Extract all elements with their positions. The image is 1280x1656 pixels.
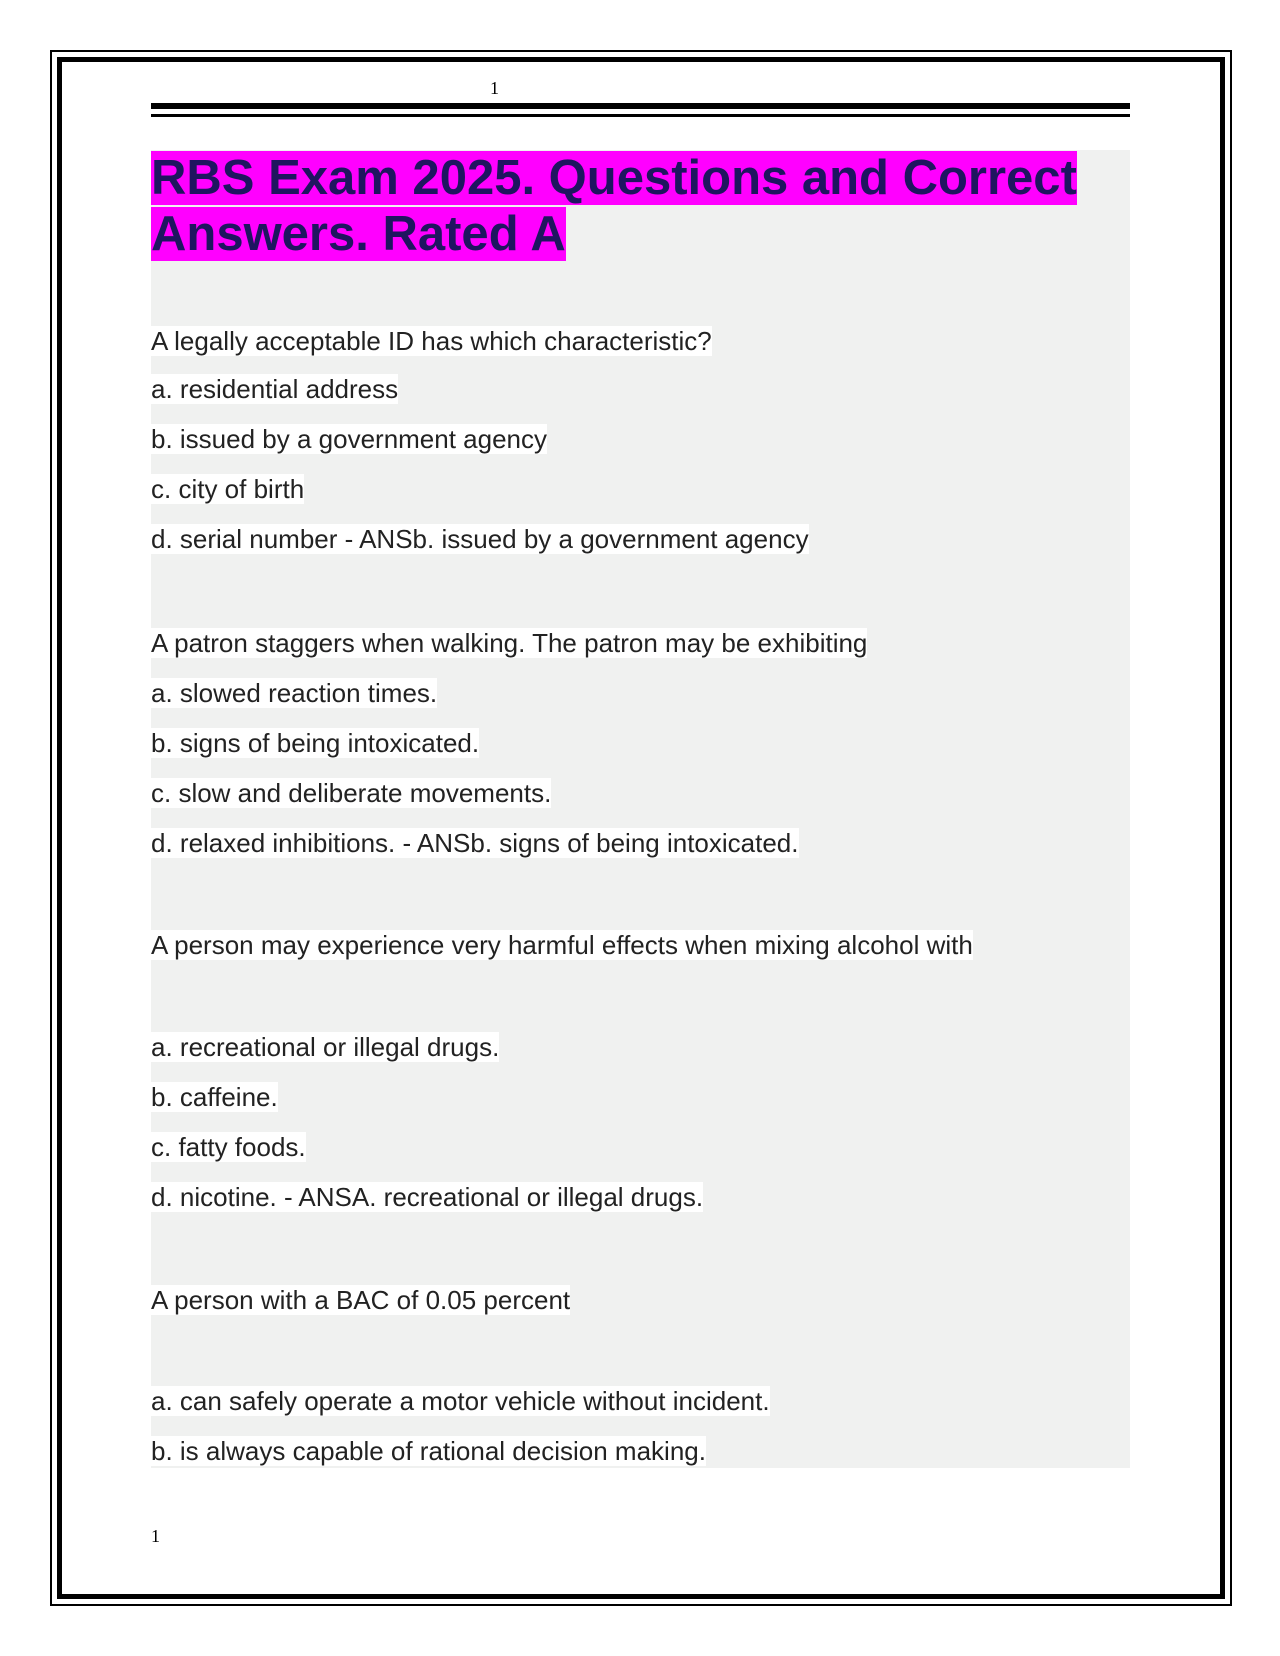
document-title-text: RBS Exam 2025. Questions and Correct Answers. Rated A [151,151,1077,261]
footer-page-number: 1 [151,1526,160,1546]
question-2-option-d: d. relaxed inhibitions. - ANSb. signs of being intoxicated. [151,828,799,858]
header-page-number: 1 [490,78,499,98]
question-3-option-d: d. nicotine. - ANSA. recreational or illegal drugs. [151,1182,704,1212]
question-2-prompt: A patron staggers when walking. The patron may be exhibiting [151,628,868,658]
header-rule-thick [151,103,1130,109]
question-3-prompt: A person may experience very harmful effects when mixing alcohol with [151,930,973,960]
question-4-option-b: b. is always capable of rational decision making. [151,1436,706,1466]
question-1-prompt: A legally acceptable ID has which characteristic? [151,326,712,356]
question-4-prompt: A person with a BAC of 0.05 percent [151,1285,571,1315]
question-3-option-c: c. fatty foods. [151,1132,306,1162]
question-2-option-b: b. signs of being intoxicated. [151,728,480,758]
question-1-option-c: c. city of birth [151,474,305,504]
question-1-option-b: b. issued by a government agency [151,424,548,454]
question-3-option-b: b. caffeine. [151,1082,278,1112]
question-4-option-a: a. can safely operate a motor vehicle without incident. [151,1386,770,1416]
document-title [151,150,1130,262]
header-rule-thin [151,114,1130,117]
question-1-option-d: d. serial number - ANSb. issued by a government agency [151,524,809,554]
question-1-option-a: a. residential address [151,374,399,404]
question-3-option-a: a. recreational or illegal drugs. [151,1032,500,1062]
question-2-option-c: c. slow and deliberate movements. [151,778,552,808]
question-2-option-a: a. slowed reaction times. [151,678,438,708]
